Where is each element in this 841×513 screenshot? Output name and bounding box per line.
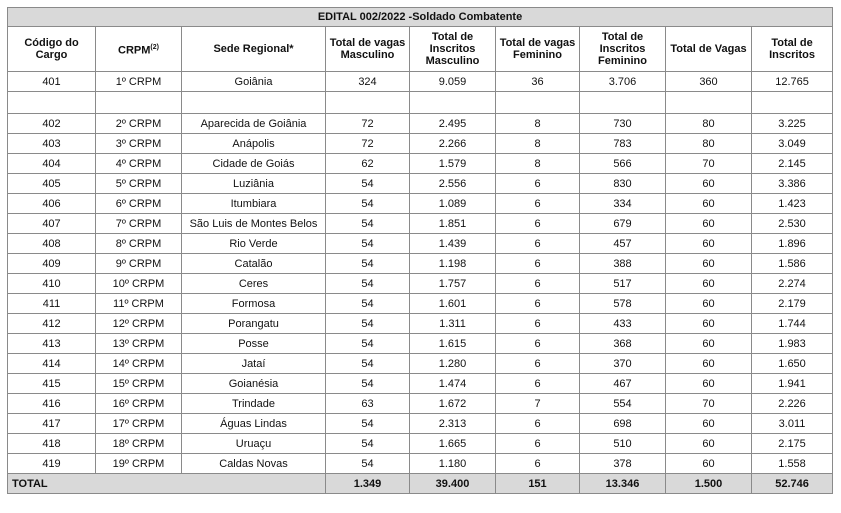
table-cell: Águas Lindas: [182, 414, 326, 434]
table-cell: 70: [666, 154, 752, 174]
total-cell: 1.349: [326, 474, 410, 494]
table-cell: 1.474: [410, 374, 496, 394]
table-cell: 6: [496, 334, 580, 354]
table-cell: Itumbiara: [182, 194, 326, 214]
table-cell: 6: [496, 254, 580, 274]
table-cell: Porangatu: [182, 314, 326, 334]
table-cell: 54: [326, 434, 410, 454]
table-cell: 14º CRPM: [96, 354, 182, 374]
table-cell: 467: [580, 374, 666, 394]
spacer-cell: [8, 92, 96, 114]
table-row: [8, 374, 833, 394]
table-cell: 6: [496, 214, 580, 234]
table-row: [8, 154, 833, 174]
table-cell: 1.615: [410, 334, 496, 354]
table-cell: 324: [326, 72, 410, 92]
table-cell: 457: [580, 234, 666, 254]
spacer-cell: [496, 92, 580, 114]
table-row: [8, 394, 833, 414]
table-cell: 54: [326, 234, 410, 254]
table-cell: 414: [8, 354, 96, 374]
table-cell: 54: [326, 334, 410, 354]
table-cell: 6: [496, 454, 580, 474]
table-cell: 2.274: [752, 274, 833, 294]
table-cell: 54: [326, 214, 410, 234]
table-cell: 1.851: [410, 214, 496, 234]
table-cell: 2.556: [410, 174, 496, 194]
table-cell: Jataí: [182, 354, 326, 374]
table-cell: 60: [666, 374, 752, 394]
table-cell: 6: [496, 294, 580, 314]
total-cell: 13.346: [580, 474, 666, 494]
table-cell: 404: [8, 154, 96, 174]
table-cell: 54: [326, 354, 410, 374]
spacer-cell: [580, 92, 666, 114]
table-cell: 2º CRPM: [96, 114, 182, 134]
table-cell: 12º CRPM: [96, 314, 182, 334]
table-cell: 3.706: [580, 72, 666, 92]
total-cell: 39.400: [410, 474, 496, 494]
spacer-cell: [410, 92, 496, 114]
table-row: [8, 354, 833, 374]
table-cell: 360: [666, 72, 752, 92]
table-cell: 8: [496, 154, 580, 174]
table-cell: 18º CRPM: [96, 434, 182, 454]
table-row: [8, 414, 833, 434]
results-table: [7, 7, 833, 494]
table-row: [8, 134, 833, 154]
table-spacer-row: [8, 92, 833, 114]
table-cell: Catalão: [182, 254, 326, 274]
spacer-cell: [326, 92, 410, 114]
table-cell: 783: [580, 134, 666, 154]
header-inscritos-masculino: Total de Inscritos Masculino: [410, 27, 496, 72]
table-cell: 54: [326, 454, 410, 474]
table-cell: 1.757: [410, 274, 496, 294]
table-cell: 60: [666, 274, 752, 294]
table-title-row: [8, 8, 833, 27]
table-cell: 15º CRPM: [96, 374, 182, 394]
table-cell: 62: [326, 154, 410, 174]
table-cell: Ceres: [182, 274, 326, 294]
table-cell: 554: [580, 394, 666, 414]
table-cell: 8º CRPM: [96, 234, 182, 254]
table-row: [8, 434, 833, 454]
table-cell: 1.439: [410, 234, 496, 254]
table-row: [8, 334, 833, 354]
header-total-vagas: Total de Vagas: [666, 27, 752, 72]
table-cell: 54: [326, 274, 410, 294]
table-cell: 63: [326, 394, 410, 414]
table-header-row: [8, 27, 833, 72]
total-label: TOTAL: [8, 474, 326, 494]
table-cell: 60: [666, 294, 752, 314]
table-cell: 9.059: [410, 72, 496, 92]
table-cell: 80: [666, 134, 752, 154]
header-total-inscritos: Total de Inscritos: [752, 27, 833, 72]
table-cell: 6: [496, 314, 580, 334]
table-cell: 410: [8, 274, 96, 294]
table-cell: 17º CRPM: [96, 414, 182, 434]
table-cell: 1.280: [410, 354, 496, 374]
table-row: [8, 114, 833, 134]
table-cell: 4º CRPM: [96, 154, 182, 174]
table-cell: 19º CRPM: [96, 454, 182, 474]
table-cell: 416: [8, 394, 96, 414]
table-cell: Rio Verde: [182, 234, 326, 254]
table-cell: 1.672: [410, 394, 496, 414]
table-cell: 6: [496, 374, 580, 394]
table-cell: 1.601: [410, 294, 496, 314]
table-cell: 2.266: [410, 134, 496, 154]
table-cell: 6: [496, 354, 580, 374]
table-cell: 402: [8, 114, 96, 134]
table-cell: 679: [580, 214, 666, 234]
table-cell: Formosa: [182, 294, 326, 314]
table-cell: 407: [8, 214, 96, 234]
table-cell: 3.225: [752, 114, 833, 134]
table-cell: 6: [496, 234, 580, 254]
table-cell: 830: [580, 174, 666, 194]
table-cell: 413: [8, 334, 96, 354]
table-row: [8, 454, 833, 474]
table-cell: 2.495: [410, 114, 496, 134]
table-cell: 60: [666, 314, 752, 334]
total-row: [8, 474, 833, 494]
table-cell: 36: [496, 72, 580, 92]
spacer-cell: [182, 92, 326, 114]
table-cell: 8: [496, 134, 580, 154]
table-cell: 60: [666, 454, 752, 474]
table-cell: 433: [580, 314, 666, 334]
table-cell: 409: [8, 254, 96, 274]
table-cell: 1.941: [752, 374, 833, 394]
table-row: [8, 314, 833, 334]
table-cell: 6: [496, 414, 580, 434]
table-cell: 11º CRPM: [96, 294, 182, 314]
table-cell: 60: [666, 414, 752, 434]
table-cell: 60: [666, 214, 752, 234]
table-cell: 412: [8, 314, 96, 334]
table-cell: 1.665: [410, 434, 496, 454]
table-cell: 54: [326, 174, 410, 194]
table-cell: 566: [580, 154, 666, 174]
header-inscritos-feminino: Total de Inscritos Feminino: [580, 27, 666, 72]
table-cell: 368: [580, 334, 666, 354]
table-cell: 80: [666, 114, 752, 134]
table-cell: 54: [326, 314, 410, 334]
table-cell: 1.650: [752, 354, 833, 374]
table-title: EDITAL 002/2022 -Soldado Combatente: [8, 8, 833, 27]
header-sede: Sede Regional*: [182, 27, 326, 72]
table-cell: 10º CRPM: [96, 274, 182, 294]
table-cell: 2.530: [752, 214, 833, 234]
table-cell: 6: [496, 194, 580, 214]
table-row: [8, 174, 833, 194]
table-cell: 72: [326, 114, 410, 134]
table-cell: 3.386: [752, 174, 833, 194]
table-cell: 1.744: [752, 314, 833, 334]
table-cell: 1.983: [752, 334, 833, 354]
table-cell: 6: [496, 274, 580, 294]
table-cell: 1.311: [410, 314, 496, 334]
table-cell: 415: [8, 374, 96, 394]
table-cell: 3º CRPM: [96, 134, 182, 154]
table-cell: 417: [8, 414, 96, 434]
table-cell: 411: [8, 294, 96, 314]
table-cell: 54: [326, 194, 410, 214]
table-cell: 1.558: [752, 454, 833, 474]
table-cell: 16º CRPM: [96, 394, 182, 414]
table-cell: 8: [496, 114, 580, 134]
table-cell: 60: [666, 174, 752, 194]
header-crpm-footnote: (2): [150, 43, 159, 51]
table-cell: 1.579: [410, 154, 496, 174]
spacer-cell: [96, 92, 182, 114]
table-cell: 6º CRPM: [96, 194, 182, 214]
table-row: [8, 234, 833, 254]
table-cell: 54: [326, 294, 410, 314]
table-cell: 1.180: [410, 454, 496, 474]
table-cell: 510: [580, 434, 666, 454]
table-cell: 60: [666, 254, 752, 274]
table-cell: 6: [496, 174, 580, 194]
table-cell: 698: [580, 414, 666, 434]
table-cell: São Luis de Montes Belos: [182, 214, 326, 234]
table-cell: 70: [666, 394, 752, 414]
table-cell: 9º CRPM: [96, 254, 182, 274]
table-cell: Trindade: [182, 394, 326, 414]
table-cell: 408: [8, 234, 96, 254]
table-cell: 334: [580, 194, 666, 214]
table-cell: Cidade de Goiás: [182, 154, 326, 174]
table-cell: Posse: [182, 334, 326, 354]
table-cell: 370: [580, 354, 666, 374]
table-cell: Uruaçu: [182, 434, 326, 454]
table-cell: 5º CRPM: [96, 174, 182, 194]
table-cell: 6: [496, 434, 580, 454]
table-row: [8, 72, 833, 92]
table-cell: 72: [326, 134, 410, 154]
table-cell: 406: [8, 194, 96, 214]
table-cell: 13º CRPM: [96, 334, 182, 354]
table-cell: 54: [326, 374, 410, 394]
table-cell: 517: [580, 274, 666, 294]
table-cell: 405: [8, 174, 96, 194]
table-cell: 2.175: [752, 434, 833, 454]
table-cell: 7º CRPM: [96, 214, 182, 234]
table-cell: 3.011: [752, 414, 833, 434]
table-cell: Caldas Novas: [182, 454, 326, 474]
table-cell: 60: [666, 194, 752, 214]
table-cell: 60: [666, 354, 752, 374]
table-cell: 419: [8, 454, 96, 474]
table-cell: Anápolis: [182, 134, 326, 154]
spacer-cell: [666, 92, 752, 114]
table-cell: 2.313: [410, 414, 496, 434]
header-crpm-label: CRPM: [118, 44, 151, 57]
table-cell: 7: [496, 394, 580, 414]
table-cell: Goiânia: [182, 72, 326, 92]
total-cell: 1.500: [666, 474, 752, 494]
table-cell: 2.226: [752, 394, 833, 414]
table-cell: Luziânia: [182, 174, 326, 194]
header-crpm: [96, 27, 182, 72]
table-cell: 60: [666, 334, 752, 354]
table-cell: 3.049: [752, 134, 833, 154]
table-cell: 1.089: [410, 194, 496, 214]
table-cell: 1.198: [410, 254, 496, 274]
document-page: [7, 7, 833, 494]
table-cell: 1.586: [752, 254, 833, 274]
table-cell: 60: [666, 234, 752, 254]
table-cell: 388: [580, 254, 666, 274]
table-cell: Aparecida de Goiânia: [182, 114, 326, 134]
spacer-cell: [752, 92, 833, 114]
header-vagas-masculino: Total de vagas Masculino: [326, 27, 410, 72]
table-cell: 1.896: [752, 234, 833, 254]
table-row: [8, 274, 833, 294]
table-row: [8, 214, 833, 234]
header-codigo: Código do Cargo: [8, 27, 96, 72]
header-vagas-feminino: Total de vagas Feminino: [496, 27, 580, 72]
table-row: [8, 254, 833, 274]
table-cell: 54: [326, 254, 410, 274]
table-cell: 1.423: [752, 194, 833, 214]
table-cell: 378: [580, 454, 666, 474]
table-row: [8, 194, 833, 214]
table-cell: 2.145: [752, 154, 833, 174]
total-cell: 151: [496, 474, 580, 494]
table-cell: 578: [580, 294, 666, 314]
table-cell: 12.765: [752, 72, 833, 92]
table-cell: 730: [580, 114, 666, 134]
total-cell: 52.746: [752, 474, 833, 494]
table-cell: Goianésia: [182, 374, 326, 394]
table-row: [8, 294, 833, 314]
table-cell: 418: [8, 434, 96, 454]
table-cell: 2.179: [752, 294, 833, 314]
table-cell: 401: [8, 72, 96, 92]
table-cell: 403: [8, 134, 96, 154]
table-cell: 1º CRPM: [96, 72, 182, 92]
table-cell: 54: [326, 414, 410, 434]
table-cell: 60: [666, 434, 752, 454]
